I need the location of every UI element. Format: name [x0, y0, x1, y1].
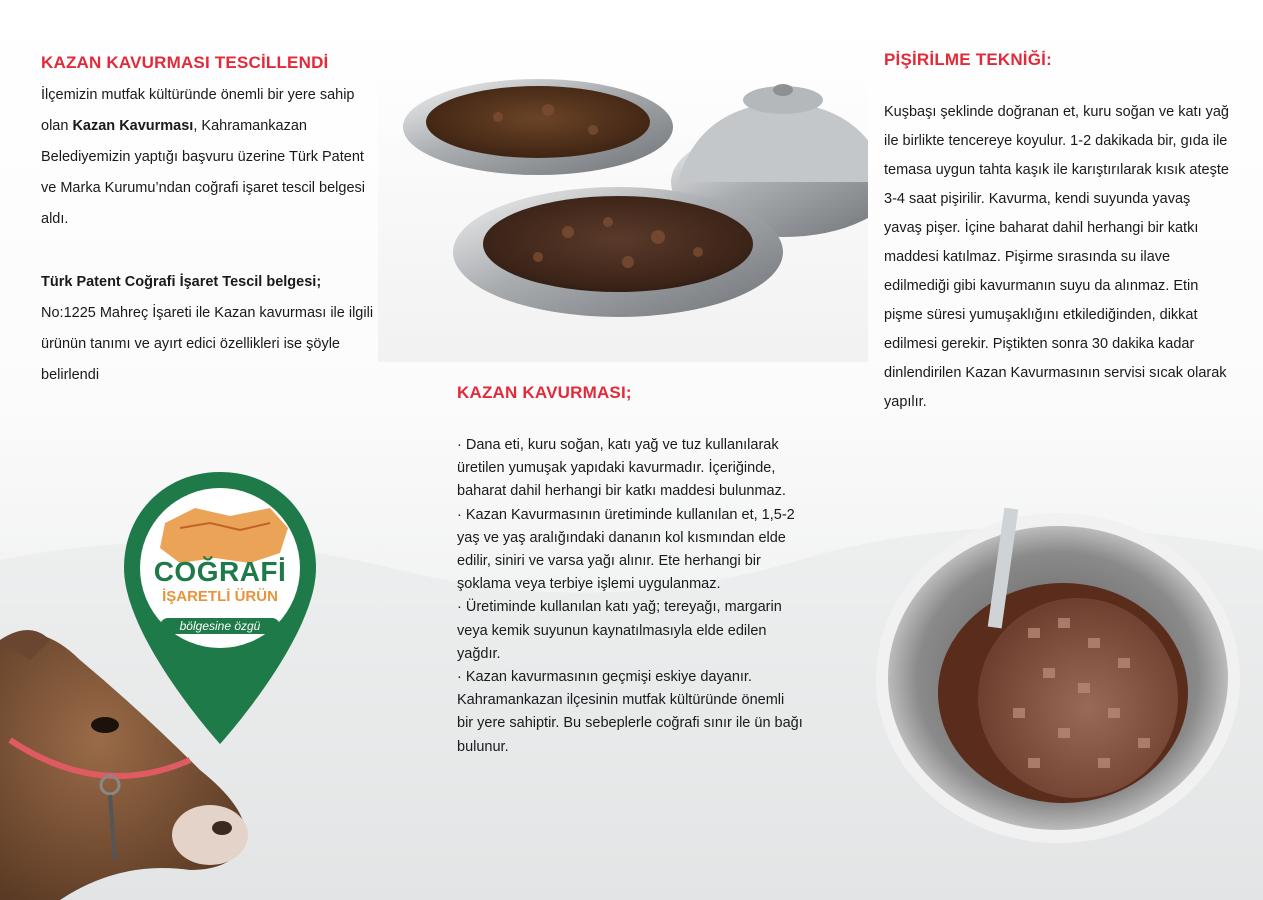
right-paragraph	[884, 98, 1229, 417]
badge-pin-shape	[120, 468, 320, 748]
left-certificate-paragraph	[41, 267, 386, 391]
badge-tagline: bölgesine özgü	[160, 618, 280, 634]
geographical-indication-badge	[120, 468, 320, 748]
cooking-technique-text: Kuşbaşı şeklinde doğranan et, kuru soğan ve katı yağ ile birlikte tencereye koyulur. 1-2 dakikada bir, gıda ile temasa uygun tahta kaşık ile karıştırılarak kısık ateşte 3-4 saat pişirilir. Kavurma, kendi suyunda yavaş yavaş pişer. İçine baharat dahil herhangi bir katkı maddesi katılmaz. Pişirme sırasında su ilave edilmediği gibi kavurmanın suyu da alınmaz. Etin pişme süresi yumuşaklığını etkilediğinden, dikkat edilmesi gerekir. Piştikten sonra 30 dakika kadar dinlendirilen Kazan Kavurmasının servisi sıcak olarak yapılır.	[884, 104, 1229, 410]
badge-title: COĞRAFİ	[153, 556, 287, 587]
bullet-item: · Kazan kavurmasının geçmişi eskiye dayanır. Kahramankazan ilçesinin mutfak kültüründe önemli bir yere sahiptir. Bu sebeplerle coğrafi sınır ile ün bağı bulunur.	[457, 669, 803, 755]
certificate-title: Türk Patent Coğrafi İşaret Tescil belgesi;	[41, 274, 322, 290]
badge-subtitle: İŞARETLİ ÜRÜN	[162, 588, 278, 605]
bullet-item: · Kazan Kavurmasının üretiminde kullanılan et, 1,5-2 yaş ve yaş aralığındaki dananın kol kısmından elde edilir, siniri ve varsa yağı alınır. Ete herhangi bir şoklama veya terbiye işlemi uygulanmaz.	[457, 506, 795, 593]
bullet-item: · Üretiminde kullanılan katı yağ; tereyağı, margarin veya kemik suyunun kaynatılmasıyla elde edilen yağdır.	[457, 599, 782, 662]
kavurma-plates-photo	[378, 52, 868, 362]
middle-heading: KAZAN KAVURMASI;	[457, 383, 632, 402]
intro-bold-text: Kazan Kavurması	[72, 118, 194, 134]
kavurma-pot-photo	[868, 508, 1248, 848]
right-heading: PİŞİRİLME TEKNİĞİ:	[884, 50, 1052, 69]
intro-text-before: İlçemizin mutfak kültüründe önemli bir yere sahip olan	[41, 87, 355, 134]
middle-bullet-list	[457, 434, 803, 759]
certificate-text: No:1225 Mahreç İşareti ile Kazan kavurması ile ilgili ürünün tanımı ve ayırt edici özellikleri ise şöyle belirlendi	[41, 305, 374, 383]
intro-text-after: , Kahramankazan Belediyemizin yaptığı başvuru üzerine Türk Patent ve Marka Kurumu’ndan coğrafi işaret tescil belgesi aldı.	[41, 118, 365, 227]
bullet-item: · Dana eti, kuru soğan, katı yağ ve tuz kullanılarak üretilen yumuşak yapıdaki kavurmadır. İçeriğinde, baharat dahil herhangi bir katkı maddesi bulunmaz.	[457, 437, 786, 500]
left-intro-paragraph	[41, 80, 376, 235]
left-heading: KAZAN KAVURMASI TESCİLLENDİ	[41, 53, 329, 72]
